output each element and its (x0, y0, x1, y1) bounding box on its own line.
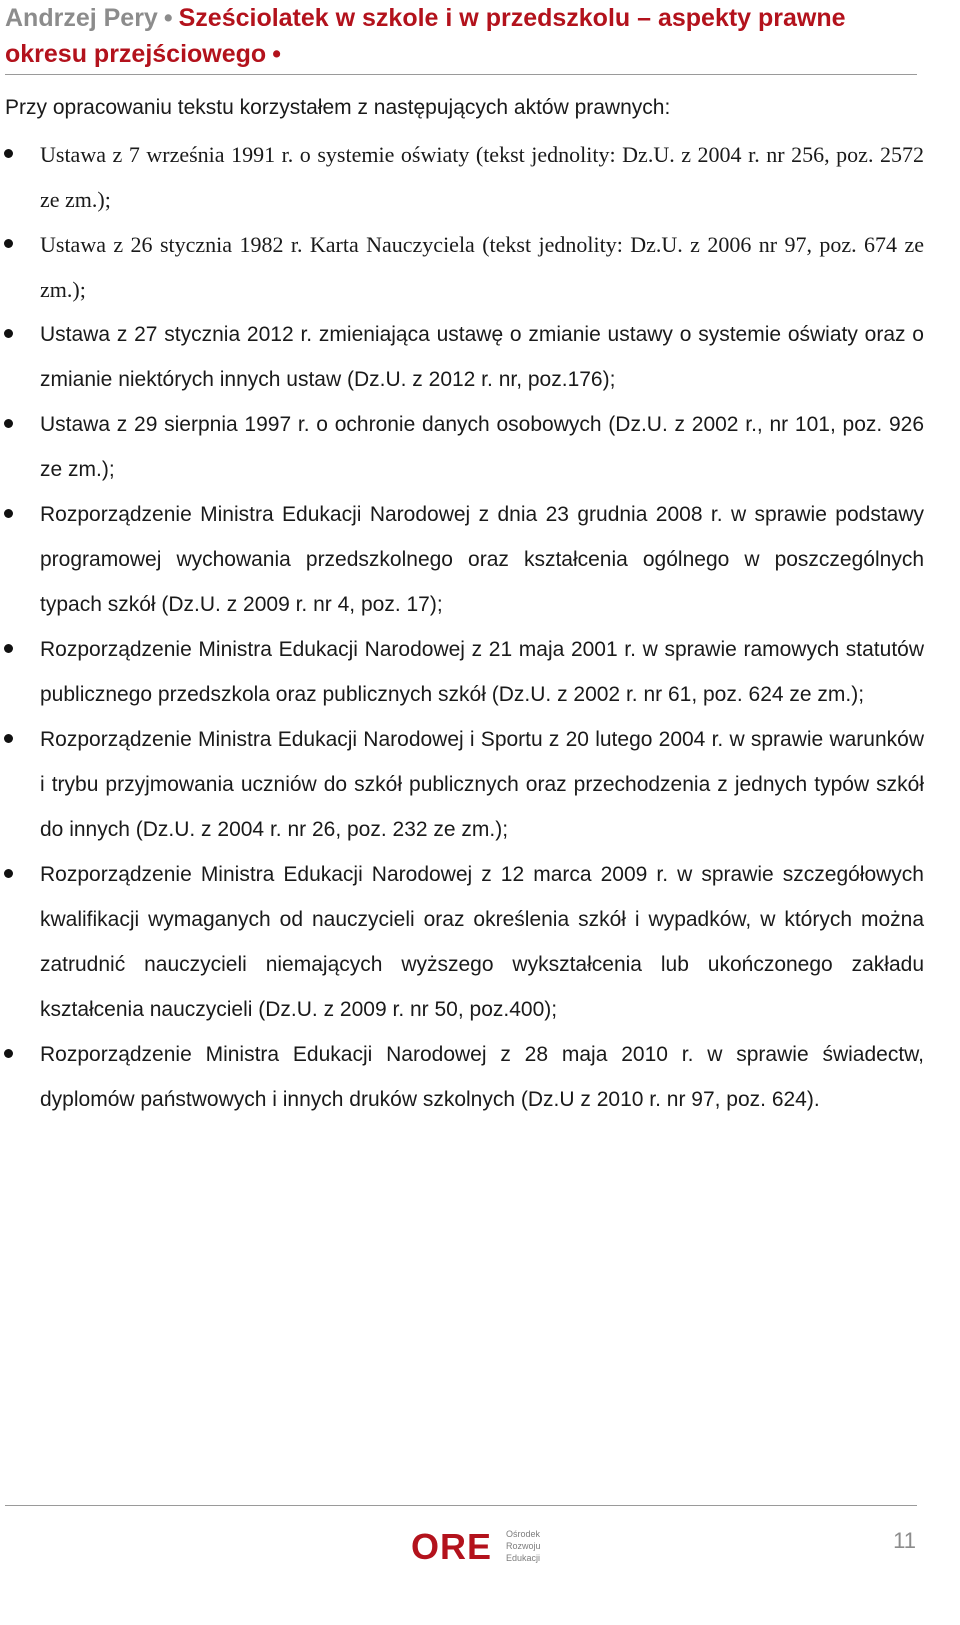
list-item (0, 627, 924, 717)
bullet-icon (4, 509, 13, 518)
logo-line-3: Edukacji (506, 1553, 541, 1563)
list-item-text: Rozporządzenie Ministra Edukacji Narodowej i Sportu z 20 lutego 2004 r. w sprawie warunków i trybu przyjmowania uczniów do szkół publicznych oraz przechodzenia z jednych typów szkół do innych (Dz.U. z 2004 r. nr 26, poz. 232 ze zm.); (40, 728, 924, 841)
list-item-text: Rozporządzenie Ministra Edukacji Narodowej z dnia 23 grudnia 2008 r. w sprawie podstawy programowej wychowania przedszkolnego oraz kształcenia ogólnego w poszczególnych typach szkół (Dz.U. z 2009 r. nr 4, poz. 17); (40, 503, 924, 616)
logo-mark (411, 1527, 492, 1567)
list-item-text: Rozporządzenie Ministra Edukacji Narodowej z 28 maja 2010 r. w sprawie świadectw, dyplomów państwowych i innych druków szkolnych (Dz.U z 2010 r. nr 97, poz. 624). (40, 1043, 924, 1111)
bullet-icon (4, 869, 13, 878)
legal-acts-list (0, 132, 924, 1122)
list-item (0, 717, 924, 852)
bullet-icon (4, 239, 13, 248)
list-item (0, 852, 924, 1032)
bullet-icon (4, 419, 13, 428)
list-item (0, 132, 924, 222)
list-item (0, 402, 924, 492)
list-item-text: Ustawa z 7 września 1991 r. o systemie oświaty (tekst jednolity: Dz.U. z 2004 r. nr 256, poz. 2572 ze zm.); (40, 142, 924, 212)
footer-divider (5, 1505, 917, 1506)
bullet-icon (4, 734, 13, 743)
logo-line-2: Rozwoju (506, 1541, 541, 1551)
list-item (0, 1032, 924, 1122)
list-item-text: Ustawa z 29 sierpnia 1997 r. o ochronie danych osobowych (Dz.U. z 2002 r., nr 101, poz. 926 ze zm.); (40, 413, 924, 481)
bullet-icon (4, 1049, 13, 1058)
running-header (5, 0, 917, 72)
header-author: Andrzej Pery (5, 4, 158, 32)
logo-wordmark (506, 1528, 541, 1564)
logo-mark-text: ORE (411, 1526, 493, 1567)
logo-line-1: Ośrodek (506, 1529, 541, 1539)
list-item-text: Ustawa z 27 stycznia 2012 r. zmieniająca ustawę o zmianie ustawy o systemie oświaty oraz o zmianie niektórych innych ustaw (Dz.U. z 2012 r. nr, poz.176); (40, 323, 924, 391)
page-number: 11 (893, 1528, 916, 1553)
list-item (0, 492, 924, 627)
list-item (0, 312, 924, 402)
intro-paragraph: Przy opracowaniu tekstu korzystałem z następujących aktów prawnych: (5, 96, 671, 119)
bullet-icon (4, 329, 13, 338)
list-item (0, 222, 924, 312)
list-item-text: Ustawa z 26 stycznia 1982 r. Karta Nauczyciela (tekst jednolity: Dz.U. z 2006 nr 97, poz. 674 ze zm.); (40, 232, 924, 302)
bullet-icon (4, 644, 13, 653)
header-divider (5, 74, 917, 75)
bullet-icon (4, 149, 13, 158)
list-item-text: Rozporządzenie Ministra Edukacji Narodowej z 12 marca 2009 r. w sprawie szczegółowych kwalifikacji wymaganych od nauczycieli oraz określenia szkół i wypadków, w których można zatrudnić nauczycieli niemających wyższego wykształcenia lub ukończonego zakładu kształcenia nauczycieli (Dz.U. z 2009 r. nr 50, poz.400); (40, 863, 924, 1021)
header-title: Sześciolatek w szkole i w przedszkolu – aspekty prawne okresu przejściowego (5, 4, 846, 68)
header-separator: • (163, 4, 173, 32)
list-item-text: Rozporządzenie Ministra Edukacji Narodowej z 21 maja 2001 r. w sprawie ramowych statutów publicznego przedszkola oraz publicznych szkół (Dz.U. z 2002 r. nr 61, poz. 624 ze zm.); (40, 638, 924, 706)
header-trailing-bullet: • (272, 40, 281, 68)
